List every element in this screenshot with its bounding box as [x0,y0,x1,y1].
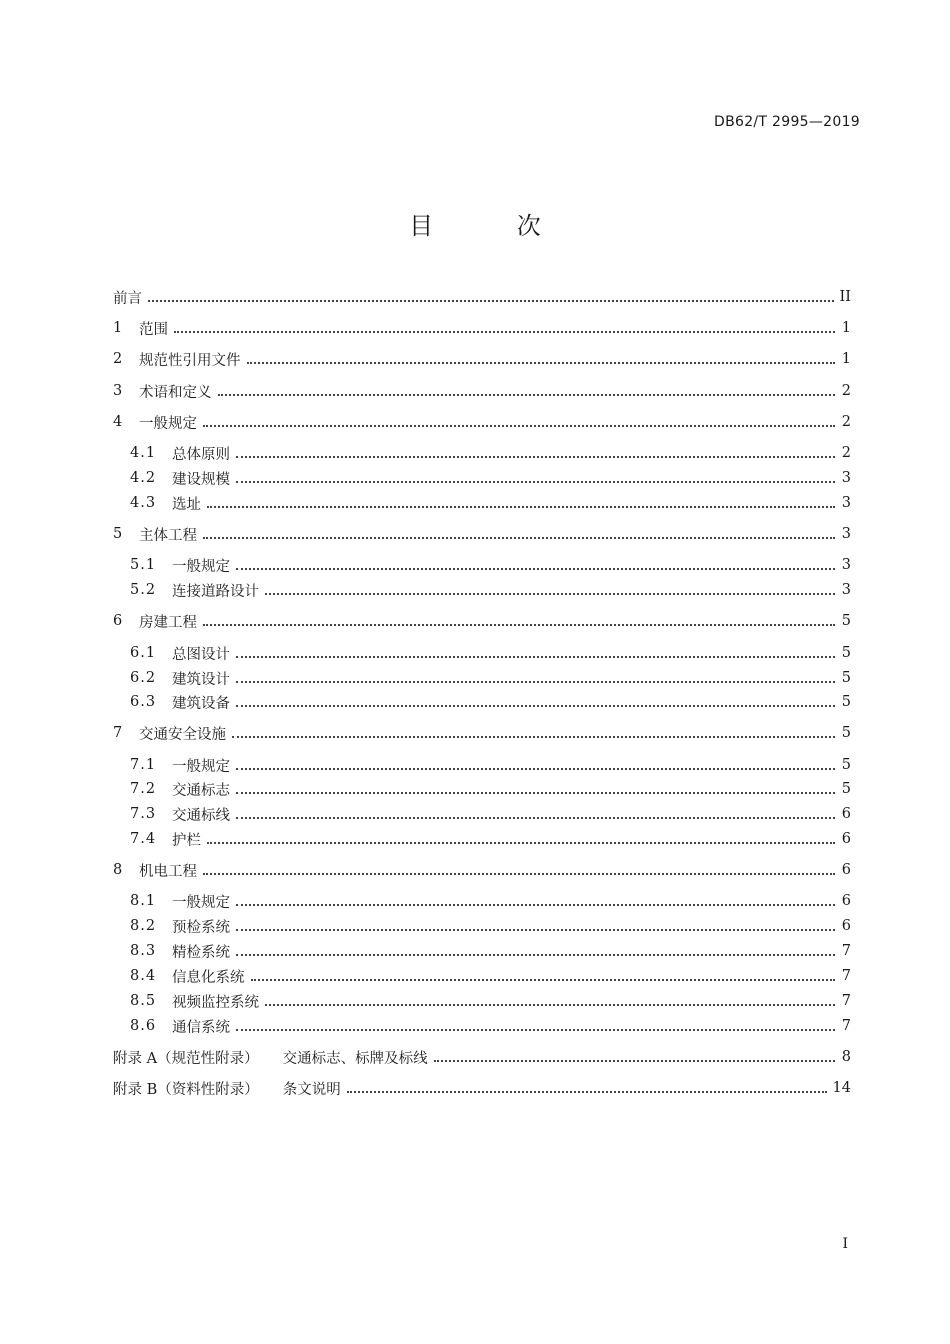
leader-dots [148,299,834,302]
toc-row-appendix-b[interactable] [113,1077,851,1099]
toc-page: 5 [841,757,851,773]
toc-row-4-1[interactable] [113,442,851,464]
toc-label: 总体原则 [172,446,230,463]
toc-row-7-1[interactable] [113,754,851,776]
leader-dots [347,1090,827,1093]
leader-dots [236,953,835,956]
leader-dots [174,330,835,333]
toc-label: 通信系统 [172,1019,230,1036]
toc-number: 5.1 [130,557,157,573]
toc-label: 前言 [113,290,142,307]
toc-number: 6.3 [130,694,157,710]
toc-number: 4.3 [130,495,157,511]
leader-dots [203,872,835,875]
leader-dots [236,903,835,906]
toc-label: 建设规模 [172,471,230,488]
toc-number: 8.6 [130,1018,157,1034]
toc-page: 2 [841,445,851,461]
toc-label: 术语和定义 [139,384,212,401]
toc-page: 1 [841,351,851,367]
toc-number: 4.1 [130,445,157,461]
leader-dots [236,455,835,458]
toc-number: 7.3 [130,806,157,822]
leader-dots [236,791,835,794]
toc-label: 建筑设备 [172,695,230,712]
toc-number: 7.4 [130,831,157,847]
toc-number: 4 [113,414,123,430]
leader-dots [236,480,835,483]
toc-page: 5 [841,645,851,661]
toc-number: 8.4 [130,968,157,984]
toc-number: 8 [113,862,123,878]
toc-page: 6 [841,862,851,878]
toc-page: 7 [841,943,851,959]
toc-page: 6 [841,893,851,909]
toc-page: 3 [841,526,851,542]
toc-number: 7.1 [130,757,157,773]
toc-page: 5 [841,613,851,629]
toc-row-8-5[interactable] [113,990,851,1012]
toc-row-8-2[interactable] [113,915,851,937]
toc-label: 范围 [139,321,168,338]
toc-label: 机电工程 [139,863,197,880]
toc-number: 8.3 [130,943,157,959]
toc-row-7-3[interactable] [113,803,851,825]
toc-number: 8.1 [130,893,157,909]
toc-number: 8.2 [130,918,157,934]
toc-page: 7 [841,993,851,1009]
toc-label: 总图设计 [172,646,230,663]
leader-dots [236,816,835,819]
toc-row-4-3[interactable] [113,492,851,514]
leader-dots [434,1059,835,1062]
leader-dots [265,1003,835,1006]
leader-dots [236,680,835,683]
toc-label: 连接道路设计 [172,583,259,600]
toc-label: 一般规定 [172,894,230,911]
toc-row-8-6[interactable] [113,1015,851,1037]
leader-dots [207,505,835,508]
toc-row-appendix-a[interactable] [113,1046,851,1068]
toc-page: 5 [841,670,851,686]
toc-number: 7.2 [130,781,157,797]
toc-page: 6 [841,831,851,847]
toc-page: 3 [841,495,851,511]
toc-page: 2 [841,383,851,399]
toc-page: 14 [832,1080,851,1096]
toc-page: 3 [841,557,851,573]
toc-row-8-4[interactable] [113,965,851,987]
toc-page: 3 [841,470,851,486]
leader-dots [265,592,835,595]
leader-dots [236,567,835,570]
leader-dots [251,978,836,981]
toc-row-4-2[interactable] [113,467,851,489]
appendix-label: 附录 B（资料性附录） [113,1081,259,1098]
toc-page: 7 [841,1018,851,1034]
leader-dots [203,424,835,427]
toc-page: 5 [841,725,851,741]
page-number: I [842,1236,848,1252]
toc-label: 主体工程 [139,527,197,544]
leader-dots [232,735,835,738]
leader-dots [218,393,836,396]
toc-label: 信息化系统 [172,969,245,986]
toc-label: 交通标志、标牌及标线 [282,1050,428,1067]
toc-row-1[interactable] [113,317,851,339]
toc-label: 交通安全设施 [139,726,226,743]
toc-label: 交通标志 [172,782,230,799]
leader-dots [247,361,836,364]
toc-row-7-2[interactable] [113,778,851,800]
toc-page: 8 [841,1049,851,1065]
toc-row-5-1[interactable] [113,554,851,576]
toc-row-6[interactable] [113,610,851,632]
toc-label: 建筑设计 [172,671,230,688]
toc-number: 7 [113,725,123,741]
leader-dots [236,1028,835,1031]
toc-page: 1 [841,320,851,336]
toc-row-5-2[interactable] [113,579,851,601]
toc-number: 6 [113,613,123,629]
toc-number: 2 [113,351,123,367]
toc-page: 2 [841,414,851,430]
toc-row-foreword[interactable] [113,286,851,308]
toc-number: 6.2 [130,670,157,686]
toc-label: 精检系统 [172,944,230,961]
toc-row-6-3[interactable] [113,691,851,713]
toc-page: 7 [841,968,851,984]
toc-page: 6 [841,806,851,822]
toc-page: II [839,289,851,305]
leader-dots [236,928,835,931]
toc-row-2[interactable] [113,348,851,370]
toc-row-8-1[interactable] [113,890,851,912]
page-title: 目 次 [409,212,579,240]
toc-label: 条文说明 [282,1081,341,1098]
toc-number: 3 [113,383,123,399]
toc-row-7[interactable] [113,722,851,744]
toc-page: 5 [841,781,851,797]
toc-page: 3 [841,582,851,598]
leader-dots [236,767,835,770]
toc-label: 一般规定 [172,558,230,575]
leader-dots [203,623,835,626]
toc-row-6-1[interactable] [113,642,851,664]
toc-label: 交通标线 [172,807,230,824]
toc-row-5[interactable] [113,523,851,545]
toc-number: 8.5 [130,993,157,1009]
toc-page: 6 [841,918,851,934]
toc-label: 视频监控系统 [172,994,259,1011]
leader-dots [236,704,835,707]
toc-number: 1 [113,320,123,336]
toc-page: 5 [841,694,851,710]
leader-dots [236,655,835,658]
leader-dots [203,536,835,539]
toc-number: 6.1 [130,645,157,661]
toc-label: 一般规定 [172,758,230,775]
leader-dots [207,841,835,844]
toc-row-8[interactable] [113,859,851,881]
toc-label: 预检系统 [172,919,230,936]
toc-label: 选址 [172,496,201,513]
toc-row-4[interactable] [113,411,851,433]
appendix-label: 附录 A（规范性附录） [113,1050,259,1067]
toc-number: 4.2 [130,470,157,486]
toc-row-8-3[interactable] [113,940,851,962]
toc-label: 房建工程 [139,614,197,631]
toc-number: 5.2 [130,582,157,598]
toc-number: 5 [113,526,123,542]
toc-row-3[interactable] [113,380,851,402]
toc-label: 规范性引用文件 [139,352,241,369]
toc-row-6-2[interactable] [113,667,851,689]
toc-label: 一般规定 [139,415,197,432]
standard-code: DB62/T 2995—2019 [714,114,860,130]
toc-row-7-4[interactable] [113,828,851,850]
toc-label: 护栏 [172,832,201,849]
